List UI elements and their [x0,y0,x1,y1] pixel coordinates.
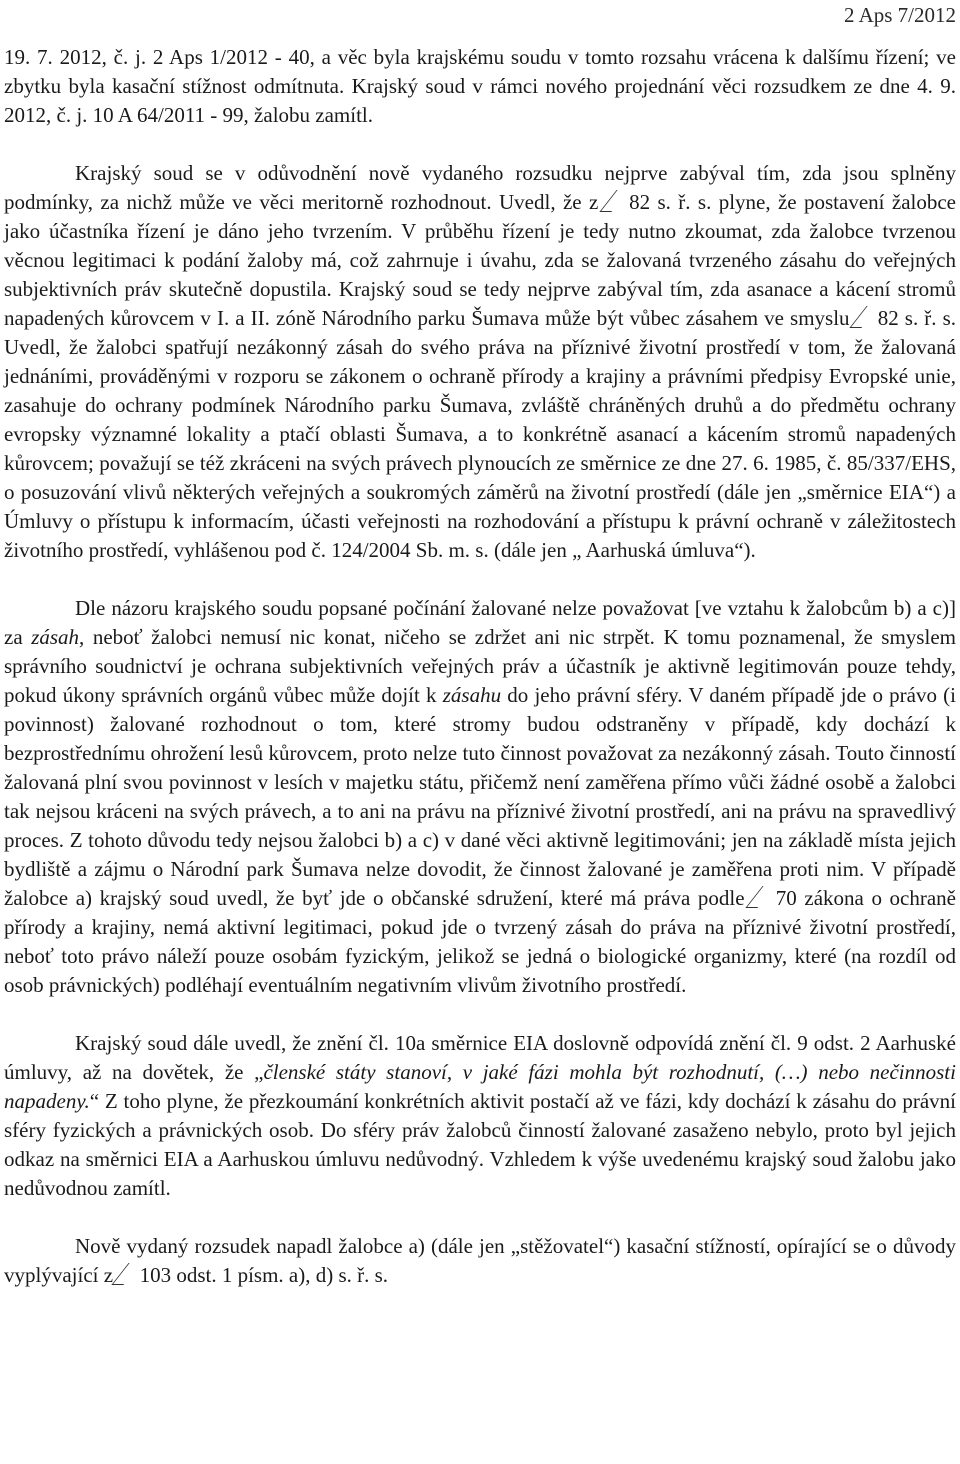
italic-text: zásah [31,625,80,649]
document-body [4,43,956,1290]
italic-text: členské státy stanoví, v jaké fázi mohla být rozhodnutí, (…) nebo nečinnosti napadeny. [4,1060,956,1113]
paragraph-text: 103 odst. 1 písm. a), d) s. ř. s. [134,1263,389,1287]
paragraph [4,1029,956,1203]
paragraph-text: 82 s. ř. s. Uvedl, že žalobci spatřují nezákonný zásah do svého práva na příznivé životní prostředí v tom, že žalovaná jednáními, prováděnými v rozporu se zákonem o ochraně přírody a krajiny a právními předpisy Evropské unie, zasahuje do ochrany podmínek Národního parku Šumava, zvláště chráněných druhů a do předmětu ochrany evropsky významné lokality a ptačí oblasti Šumava, a to konkrétně asanací a kácením stromů napadených kůrovcem; považují se též zkráceni na svých právech plynoucích ze směrnice ze dne 27. 6. 1985, č. 85/337/EHS, o posuzování vlivů některých veřejných a soukromých záměrů na životní prostředí (dále jen „směrnice EIA“) a Úmluvy o přístupu k informacím, účasti veřejnosti na rozhodování a přístupu k právní ochraně v záležitostech životního prostředí, vyhlášenou pod č. 124/2004 Sb. m. s. (dále jen „ Aarhuská úmluva“). [4,306,956,562]
paragraph-text: do jeho právní sféry. V daném případě jde o právo (i povinnost) žalované rozhodnout o tom, které stromy budou odstraněny v případě, kdy dochází k bezprostřednímu ohrožení lesů kůrovcem, proto nelze tuto činnost považovat za nezákonný zásah. Touto činností žalovaná plní svou povinnost v lesích v majetku státu, přičemž není zaměřena přímo vůči žádné osobě a žalobci tak nejsou kráceni na svých právech, a to ani na právu na příznivé životní prostředí, ani na právu na spravedlivý proces. Z tohoto důvodu tedy nejsou žalobci b) a c) v dané věci aktivně legitimováni; jen na základě místa jejich bydliště a zájmu o Národní park Šumava nelze dovodit, že činnost žalované je zaměřena proti nim. V případě žalobce a) krajský soud uvedl, že byť jde o občanské sdružení, které má práva podle [4,683,956,910]
paragraph-text: 82 s. ř. s. plyne, že postavení žalobce jako účastníka řízení je dáno jeho tvrzením. V průběhu řízení je tedy nutno zkoumat, zda žalobce tvrzenou věcnou legitimaci k podání žaloby má, což zahrnuje i úvahu, zda se žalovaná tvrzeného zásahu do veřejných subjektivních práv skutečně dopustila. Krajský soud se tedy nejprve zabýval tím, zda asanace a kácení stromů napadených kůrovcem v I. a II. zóně Národního parku Šumava může být vůbec zásahem ve smyslu [4,190,956,330]
paragraph-text: Dle názoru krajského soudu popsané počínání žalované nelze považovat [ve vztahu k žalobcům b) a c)] za [4,596,956,649]
italic-text: zásahu [442,683,502,707]
paragraph-text: 70 zákona o ochraně přírody a krajiny, nemá aktivní legitimaci, pokud jde o tvrzený zásah do práva na příznivé životní prostředí, neboť toto právo náleží pouze osobám fyzickým, jelikož se jedná o biologické organizmy, které (na rozdíl od osob právnických) podléhají eventuálním negativním vlivům životního prostředí. [4,886,957,997]
paragraph [4,159,956,565]
paragraph-text: 19. 7. 2012, č. j. 2 Aps 1/2012 - 40, a věc byla krajskému soudu v tomto rozsahu vrácena k dalšímu řízení; ve zbytku byla kasační stížnost odmítnuta. Krajský soud v rámci nového projednání věci rozsudkem ze dne 4. 9. 2012, č. j. 10 A 64/2011 - 99, žalobu zamítl. [4,45,956,127]
paragraph [4,1232,956,1290]
paragraph-text: Krajský soud se v odůvodnění nově vydaného rozsudku nejprve zabýval tím, zda jsou splněny podmínky, za nichž může ve věci meritorně rozhodnout. Uvedl, že z [4,161,956,214]
paragraph-text: Nově vydaný rozsudek napadl žalobce a) (dále jen „stěžovatel“) kasační stížností, opírající se o důvody vyplývající z [4,1234,956,1287]
paragraph [4,594,956,1000]
paragraph-text: , neboť žalobci nemusí nic konat, ničeho se zdržet ani nic strpět. K tomu poznamenal, že smyslem správního soudnictví je ochrana subjektivních veřejných práv a účastník je aktivně legitimován pouze tehdy, pokud úkony správních orgánů vůbec může dojít k [4,625,956,707]
paragraph [4,43,956,130]
case-reference: 2 Aps 7/2012 [843,3,956,27]
paragraph-text: “ Z toho plyne, že přezkoumání konkrétních aktivit postačí až ve fázi, kdy dochází k zásahu do právní sféry fyzických a právnických osob. Do sféry práv žalobců činností žalované zasaženo nebylo, proto byl jejich odkaz na směrnici EIA a Aarhuskou úmluvu nedůvodný. Vzhledem k výše uvedenému krajský soud žalobu jako nedůvodnou zamítl. [4,1089,956,1200]
paragraph-text: Krajský soud dále uvedl, že znění čl. 10a směrnice EIA doslovně odpovídá znění čl. 9 odst. 2 Aarhuské úmluvy, až na dovětek, že „ [4,1031,956,1084]
